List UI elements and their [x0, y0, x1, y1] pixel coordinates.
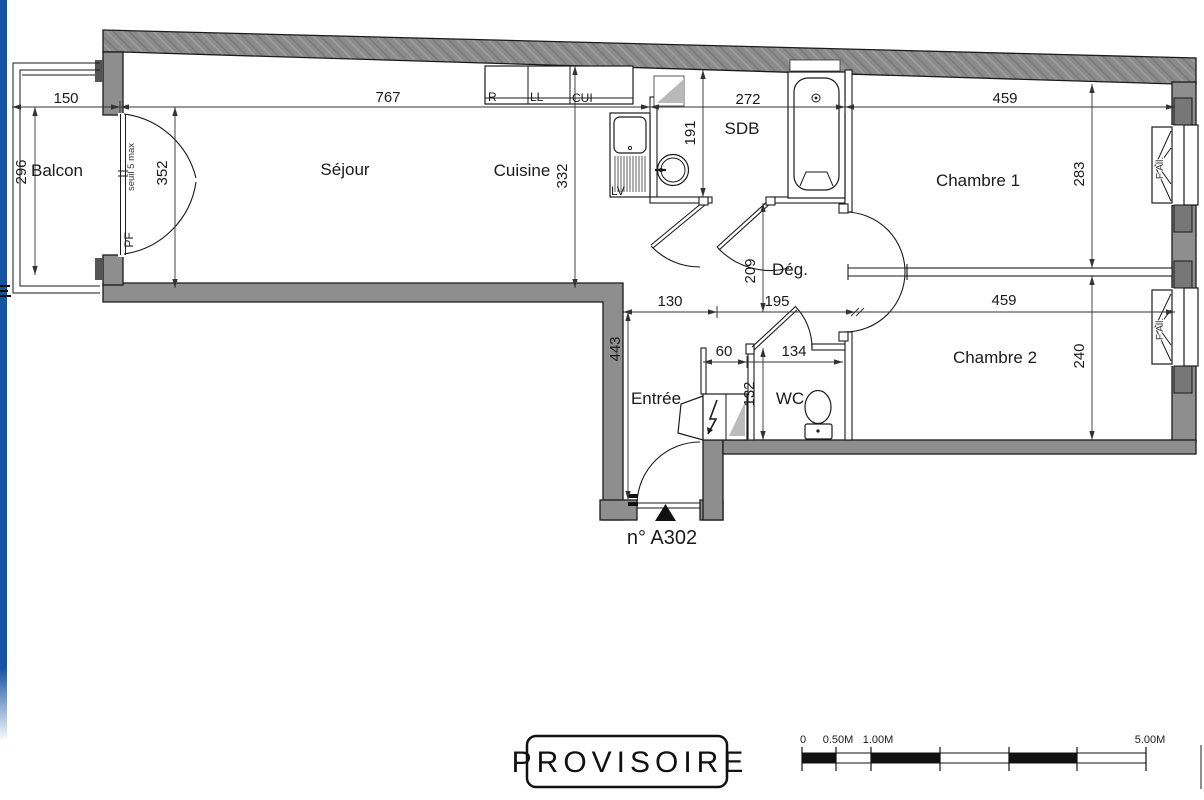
appliance-label-dishwasher: LV	[611, 184, 625, 198]
bathtub	[788, 60, 845, 198]
kitchen-counter	[485, 66, 633, 104]
washbasin	[655, 155, 689, 186]
room-label-chambre1: Chambre 1	[935, 171, 1021, 190]
facade-jamb-bottom	[95, 258, 103, 280]
dim-chambre1-depth: 283	[1071, 161, 1088, 187]
scale-label-500: 5.00M	[1134, 734, 1166, 746]
appliance-label-washer: LL	[530, 90, 544, 104]
wall-wc-chambre2	[845, 332, 852, 440]
room-label-cuisine: Cuisine	[493, 161, 551, 180]
sejour-bottom-wall	[103, 283, 623, 520]
appliance-label-cooker: CUI	[572, 91, 593, 105]
dim-wc-width: 134	[781, 343, 807, 360]
entry-door-swing	[637, 442, 700, 503]
dim-sejour-width: 767	[375, 89, 401, 106]
dim-balcon-width: 150	[53, 90, 79, 107]
facade-lower-post	[103, 255, 123, 285]
pf-label: PF	[122, 232, 136, 248]
interior-doors	[628, 197, 907, 508]
dim-entree-depth: 443	[607, 336, 624, 362]
electrical-closet	[678, 394, 747, 440]
blue-edge-stripe	[0, 0, 7, 742]
wall-closet-left	[701, 348, 706, 394]
entry-marker-triangle	[655, 504, 676, 521]
threshold-note: seuil 5 max	[126, 142, 137, 192]
dim-chambre2-width: 459	[991, 292, 1017, 309]
wall-deg-chambre1	[845, 70, 852, 212]
dim-sdb-width: 272	[735, 91, 761, 108]
scale-label-0: 0	[799, 734, 807, 746]
provisoire-stamp	[512, 736, 749, 787]
room-label-chambre2: Chambre 2	[952, 348, 1038, 367]
room-label-balcon: Balcon	[31, 161, 83, 180]
dim-entree-width: 130	[657, 293, 683, 310]
room-label-degagement: Dég.	[772, 260, 808, 279]
dim-degagement-depth: 209	[742, 258, 759, 284]
room-label-sdb: SDB	[724, 119, 760, 138]
room-label-entree: Entrée	[630, 389, 682, 408]
appliance-label-refrigerator: R	[488, 90, 497, 104]
dim-sdb-depth: 191	[682, 120, 699, 146]
apartment-number-label: n° A302	[626, 527, 698, 549]
wc-door-post	[746, 344, 754, 354]
dim-balcon-depth: 296	[13, 159, 30, 185]
scale-bar	[800, 734, 1201, 789]
room-label-sejour: Séjour	[320, 160, 370, 179]
dim-wc-depth: 132	[741, 381, 758, 407]
window1-label: F All.	[1155, 156, 1166, 180]
dim-chambre2-depth: 240	[1071, 343, 1088, 369]
stamp-text: PROVISOIRE	[511, 746, 749, 779]
bottom-wall	[723, 440, 1196, 454]
dim-chambre1-width: 459	[992, 90, 1018, 107]
dim-cuisine-depth: 332	[554, 163, 571, 189]
wall-chambre1-chambre2	[907, 268, 1172, 276]
toilet	[805, 391, 832, 440]
wall-niche	[654, 76, 684, 106]
room-label-wc: WC	[775, 389, 805, 408]
top-wall	[103, 30, 1196, 84]
window2-label: F All.	[1155, 317, 1166, 341]
scale-label-050: 0.50M	[822, 734, 854, 746]
step-wall	[703, 440, 723, 520]
dim-sejour-depth: 352	[154, 160, 171, 186]
scale-label-100: 1.00M	[862, 734, 894, 746]
dim-closet-width: 60	[715, 343, 733, 360]
wall-cuisine-sdb	[650, 97, 657, 197]
dim-degagement-width: 195	[764, 293, 790, 310]
wall-wc-top	[812, 344, 845, 350]
